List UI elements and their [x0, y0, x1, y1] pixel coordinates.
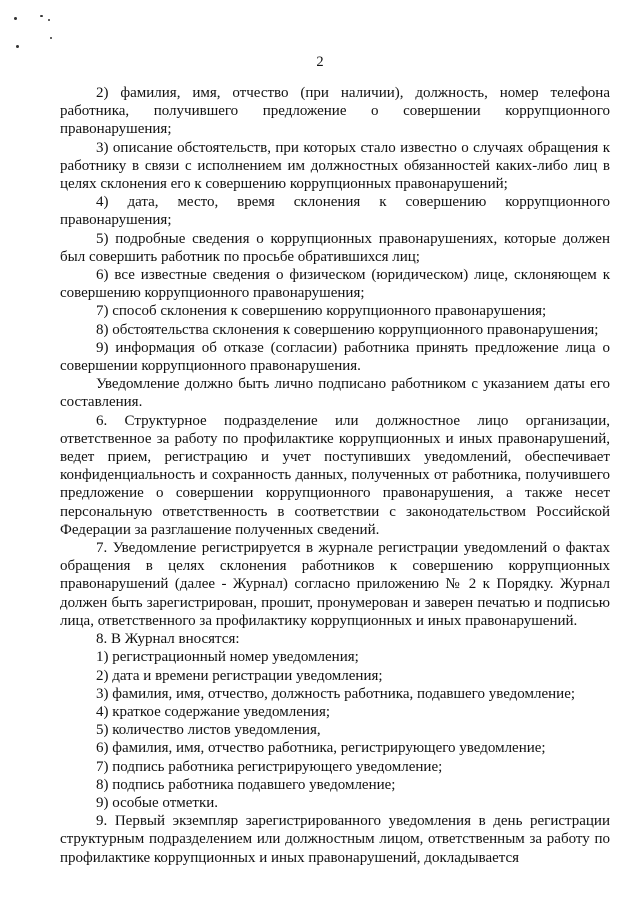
scan-speck [16, 45, 19, 48]
paragraph: 3) описание обстоятельств, при которых стало известно о случаях обращения к работнику в связи с исполнением им должностных обязанностей каких-либо лиц в целях склонения его к совершению коррупционных правонарушений; [60, 139, 610, 193]
paragraph: 5) подробные сведения о коррупционных правонарушениях, которые должен был совершить работник по просьбе обратившихся лиц; [60, 230, 610, 265]
list-item: 3) фамилия, имя, отчество, должность работника, подавшего уведомление; [96, 685, 576, 702]
paragraph: Уведомление должно быть лично подписано работником с указанием даты его составления. [60, 376, 610, 411]
paragraph: 2) фамилия, имя, отчество (при наличии), должность, номер телефона работника, получившего предложение о совершении коррупционного правонарушения; [60, 85, 610, 138]
list-item: 8) подпись работника подавшего уведомление; [96, 776, 396, 793]
document-body [60, 84, 610, 867]
list-item: 9) особые отметки. [96, 794, 219, 811]
paragraph: 8. В Журнал вносятся: [96, 631, 240, 648]
paragraph: 7. Уведомление регистрируется в журнале регистрации уведомлений о фактах обращения в целях склонения работников к совершению коррупционных правонарушений (далее - Журнал) согласно приложению № 2 к Порядку. Журнал должен быть зарегистрирован, прошит, пронумерован и заверен печатью и подписью лица, ответственного за профилактику коррупционных и иных правонарушений. [60, 540, 610, 629]
paragraph: 8) обстоятельства склонения к совершению коррупционного правонарушения; [96, 321, 599, 338]
list-item: 4) краткое содержание уведомления; [96, 703, 331, 720]
list-item: 5) количество листов уведомления, [96, 722, 321, 739]
paragraph: 9. Первый экземпляр зарегистрированного уведомления в день регистрации структурным подразделением или должностным лицом, ответственным за работу по профилактике коррупционных и иных правонарушений, докладывается [60, 813, 610, 866]
paragraph: 4) дата, место, время склонения к совершению коррупционного правонарушения; [60, 194, 610, 229]
list-item: 2) дата и времени регистрации уведомления; [96, 667, 383, 684]
scan-speck [40, 15, 43, 17]
scan-speck [48, 19, 50, 21]
paragraph: 6) все известные сведения о физическом (юридическом) лице, склоняющем к совершению коррупционного правонарушения; [60, 267, 610, 302]
paragraph: 7) способ склонения к совершению коррупционного правонарушения; [96, 303, 547, 320]
paragraph: 6. Структурное подразделение или должностное лицо организации, ответственное за работу по профилактике коррупционных и иных правонарушений, ведет прием, регистрацию и учет поступивших уведомлений, обеспечивает конфиденциальность и сохранность данных, полученных от работника, получившего предложение о совершении коррупционного правонарушения, а также несет персональную ответственность в соответствии с законодательством Российской Федерации за разглашение полученных сведений. [60, 412, 610, 538]
paragraph: 9) информация об отказе (согласии) работника принять предложение лица о совершении коррупционного правонарушения. [60, 339, 610, 375]
page-number: 2 [316, 54, 324, 70]
list-item: 7) подпись работника регистрирующего уведомление; [96, 758, 443, 775]
list-item: 6) фамилия, имя, отчество работника, регистрирующего уведомление; [96, 740, 546, 757]
list-item: 1) регистрационный номер уведомления; [96, 649, 359, 666]
scan-speck [14, 17, 17, 20]
scan-speck [50, 37, 52, 39]
